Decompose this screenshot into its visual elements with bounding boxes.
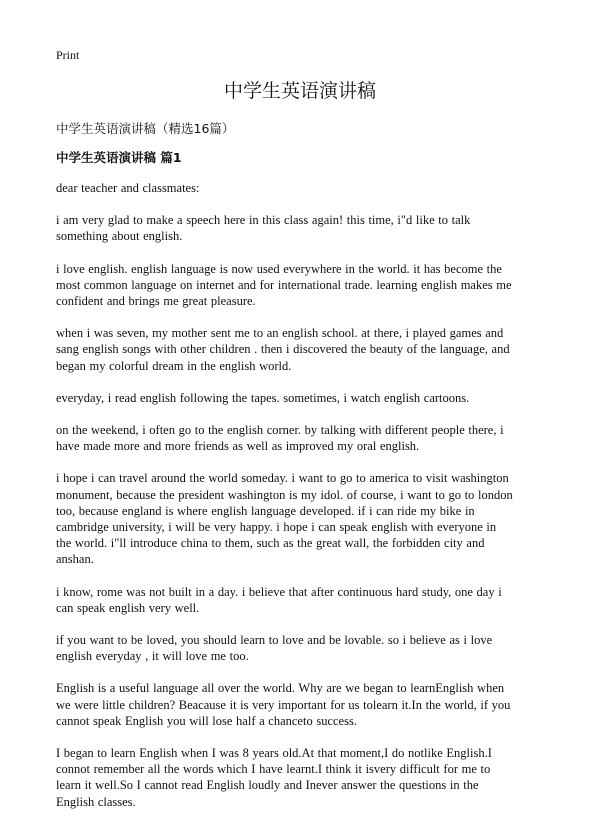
paragraph — [56, 470, 546, 567]
paragraph-line: too, because england is where english language developed. if i can ride my bike in — [56, 503, 475, 518]
paragraph — [56, 584, 546, 616]
paragraph-line: English is a useful language all over the world. Why are we began to learnEnglish when — [56, 681, 505, 696]
section-heading: 中学生英语演讲稿 篇1 — [56, 150, 182, 165]
paragraph-line: when i was seven, my mother sent me to an english school. at there, i played games and — [56, 326, 504, 341]
paragraph-line: dear teacher and classmates: — [56, 181, 200, 195]
paragraph-line: anshan. — [56, 552, 94, 567]
paragraph — [56, 422, 546, 454]
paragraph-line: the world. i"ll introduce china to them, such as the great wall, the forbidden city and — [56, 536, 485, 551]
speech-body — [56, 180, 546, 826]
paragraph — [56, 325, 546, 374]
paragraph-line: confident and brings me great pleasure. — [56, 294, 256, 309]
paragraph-line: sang english songs with other children . then i discovered the beauty of the language, and — [56, 342, 510, 357]
paragraph-line: if you want to be loved, you should learn to love and be lovable. so i believe as i love — [56, 633, 493, 648]
paragraph-line: have made more and more friends as well as improved my oral english. — [56, 439, 420, 454]
paragraph — [56, 632, 546, 664]
paragraph-line: connot remember all the words which I have learnt.I think it isvery difficult for me to — [56, 762, 491, 777]
paragraph-line: we were little children? Beacause it is very important for us tolearn it.In the world, if you — [56, 697, 511, 712]
paragraph-line: i hope i can travel around the world someday. i want to go to america to visit washington — [56, 471, 509, 486]
paragraph-line: monument, because the president washington is my idol. of course, i want to go to london — [56, 487, 513, 502]
paragraph-line: I began to learn English when I was 8 years old.At that moment,I do notlike English.I — [56, 746, 492, 761]
paragraph-line: most common language on internet and for international trade. learning english makes me — [56, 277, 512, 292]
paragraph-line: i love english. english language is now used everywhere in the world. it has become the — [56, 261, 502, 276]
paragraph-line: cambridge university, i will be very happy. i hope i can speak english with everyone in — [56, 520, 497, 535]
paragraph-line: learn it well.So I cannot read English loudly and Inever answer the questions in the — [56, 778, 479, 793]
paragraph-line: something about english. — [56, 229, 183, 244]
page-title: 中学生英语演讲稿 — [223, 80, 376, 102]
paragraph — [56, 180, 546, 196]
paragraph — [56, 261, 546, 310]
paragraph-line: i know, rome was not built in a day. i believe that after continuous hard study, one day i — [56, 584, 502, 599]
paragraph — [56, 745, 546, 810]
paragraph — [56, 212, 546, 244]
paragraph — [56, 680, 546, 729]
paragraph-line: everyday, i read english following the tapes. sometimes, i watch english cartoons. — [56, 390, 470, 405]
paragraph-line: English classes. — [56, 794, 136, 809]
paragraph-line: began my colorful dream in the english world. — [56, 358, 292, 373]
paragraph — [56, 390, 546, 406]
print-label: Print — [56, 48, 80, 62]
paragraph-line: cannot speak English you will lose half a chanceto success. — [56, 713, 357, 728]
document-subtitle: 中学生英语演讲稿（精选16篇） — [56, 121, 235, 136]
paragraph-line: on the weekend, i often go to the english corner. by talking with different people there, i — [56, 423, 504, 438]
paragraph-line: can speak english very well. — [56, 600, 200, 615]
paragraph-line: i am very glad to make a speech here in this class again! this time, i"d like to talk — [56, 213, 471, 228]
paragraph-line: english everyday , it will love me too. — [56, 649, 249, 664]
